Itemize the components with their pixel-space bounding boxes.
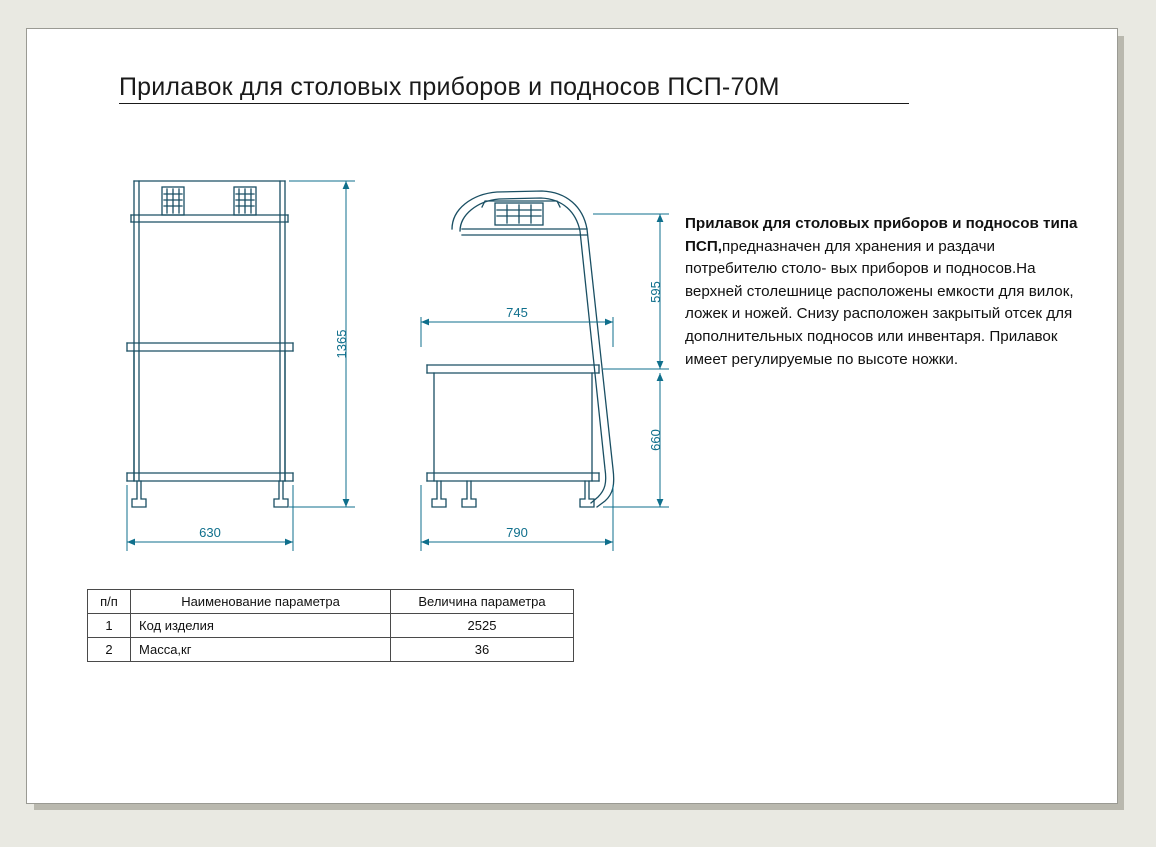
cell-name: Код изделия <box>131 614 391 638</box>
cell-name: Масса,кг <box>131 638 391 662</box>
description-line-5: закрытый отсек для дополнительных <box>685 305 1073 345</box>
dimension-side-bottom-height: 660 <box>648 429 663 451</box>
header-name: Наименование параметра <box>131 590 391 614</box>
description-line-0: предназначен для <box>722 237 851 255</box>
description-line-6: подносов или инвентаря. Прилавок имеет <box>685 327 1058 368</box>
header-np: п/п <box>88 590 131 614</box>
header-value: Величина параметра <box>391 590 574 614</box>
table-row <box>88 614 574 638</box>
cell-value: 2525 <box>391 614 574 638</box>
parameter-table <box>87 589 574 662</box>
page-title: Прилавок для столовых приборов и подносов ПСП-70М <box>119 73 780 101</box>
dimension-side-width: 790 <box>506 525 528 540</box>
product-description <box>685 213 1085 371</box>
dimension-front-width: 630 <box>199 525 221 540</box>
table-header-row <box>88 590 574 614</box>
description-line-3: столешнице расположены емкости для <box>746 282 1025 300</box>
description-bold: Прилавок для столовых приборов и подносов типа ПСП, <box>685 215 1078 255</box>
dimension-front-height: 1365 <box>334 329 349 359</box>
dimension-side-top-height: 595 <box>648 281 663 303</box>
description-line-1: хранения и раздачи потребителю столо- <box>685 237 996 278</box>
description-line-7: регулируемые по высоте ножки. <box>731 350 959 368</box>
drawing-sheet <box>26 28 1118 804</box>
cell-value: 36 <box>391 638 574 662</box>
description-line-4: вилок, ложек и ножей. Снизу расположен <box>685 282 1074 323</box>
description-line-2: вых приборов и подносов.На верхней <box>685 260 1036 300</box>
cell-np: 1 <box>88 614 131 638</box>
cell-np: 2 <box>88 638 131 662</box>
dimension-side-top-width: 745 <box>506 305 528 320</box>
technical-drawing <box>27 29 1117 803</box>
table-row <box>88 638 574 662</box>
